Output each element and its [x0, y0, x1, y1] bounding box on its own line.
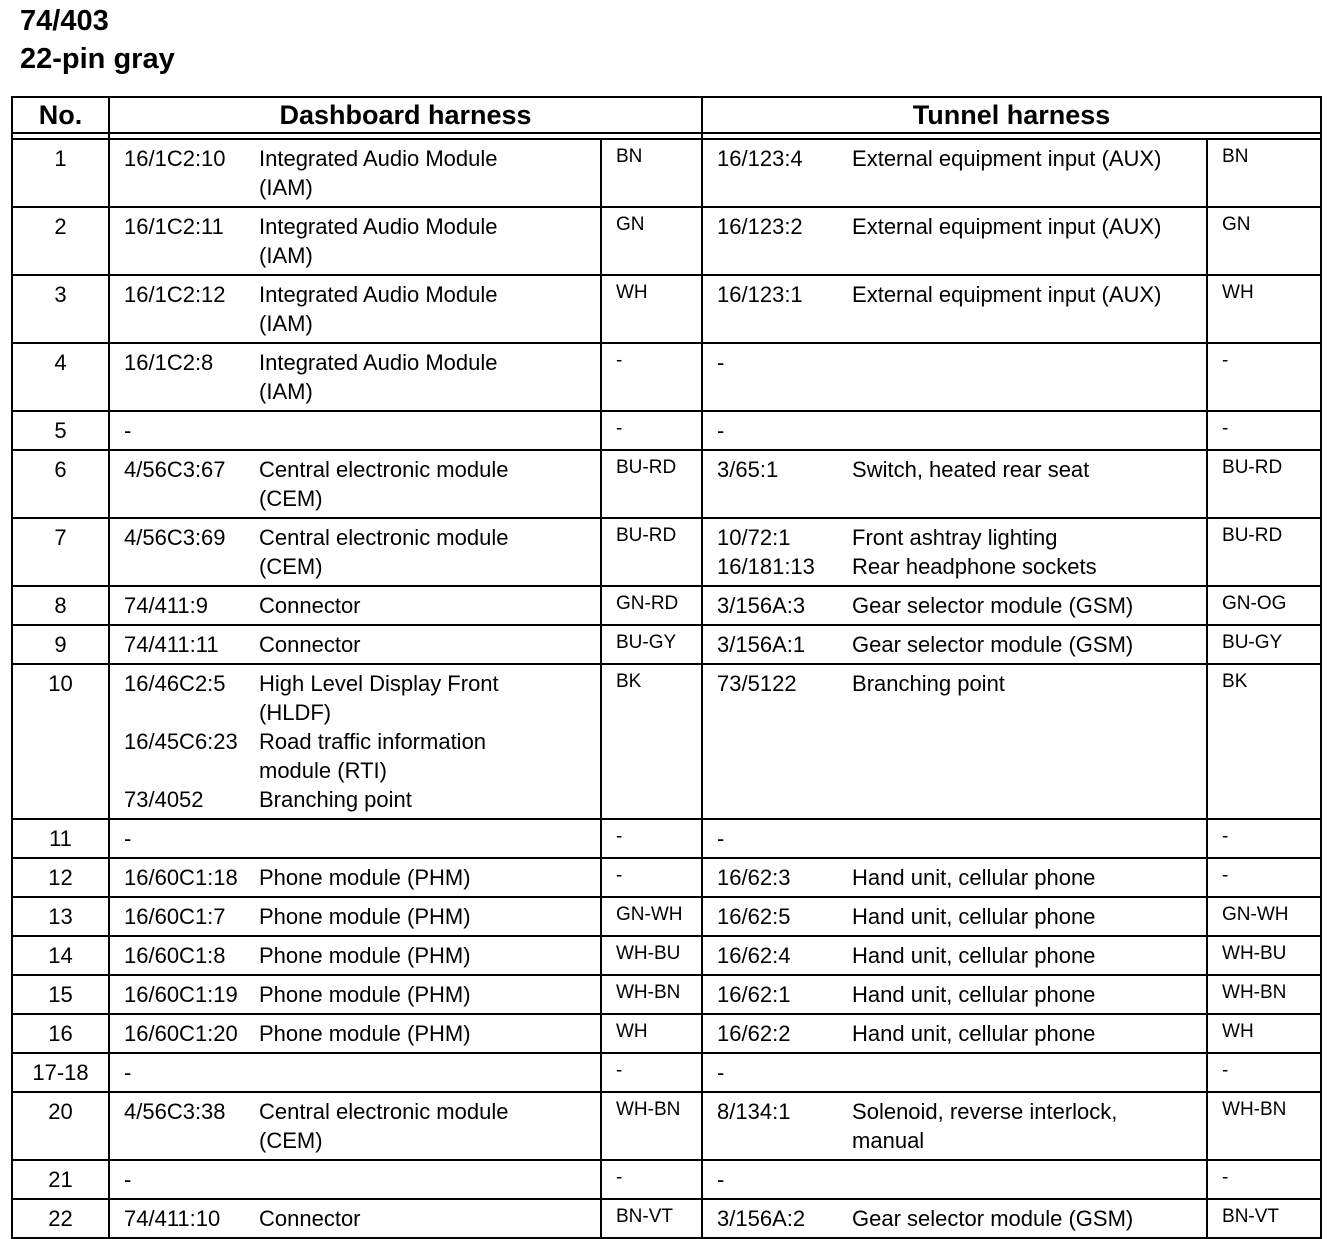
tunnel-description [852, 416, 1200, 445]
dashboard-code-cell [109, 1053, 259, 1092]
dashboard-description: Central electronic module [259, 525, 509, 550]
dashboard-description: (CEM) [259, 486, 323, 511]
dashboard-description [259, 1165, 594, 1194]
tunnel-code: 16/62:5 [717, 904, 791, 929]
document-title [20, 2, 175, 78]
dashboard-description: (CEM) [259, 1128, 323, 1153]
dashboard-description: Phone module (PHM) [259, 904, 471, 929]
pin-number: 13 [12, 897, 109, 936]
dashboard-description-cell [259, 936, 601, 975]
tunnel-description: Gear selector module (GSM) [852, 593, 1134, 618]
tunnel-wire-color: BK [1207, 664, 1321, 819]
tunnel-description: Rear headphone sockets [852, 554, 1097, 579]
tunnel-description: Hand unit, cellular phone [852, 904, 1096, 929]
table-row [12, 1053, 1321, 1092]
tunnel-code-cell [702, 975, 852, 1014]
tunnel-wire-color: GN [1207, 207, 1321, 275]
dashboard-wire-color: BU-RD [601, 450, 702, 518]
dashboard-code-cell [109, 275, 259, 343]
dashboard-description: Phone module (PHM) [259, 1021, 471, 1046]
dashboard-description-cell [259, 450, 601, 518]
dashboard-description: Branching point [259, 787, 412, 812]
dashboard-wire-color: BN [601, 139, 702, 207]
tunnel-description: Hand unit, cellular phone [852, 982, 1096, 1007]
tunnel-wire-color: - [1207, 343, 1321, 411]
tunnel-code: 3/65:1 [717, 457, 779, 482]
dashboard-description: Integrated Audio Module [259, 214, 498, 239]
tunnel-wire-color: WH [1207, 275, 1321, 343]
dashboard-code: 16/60C1:7 [124, 904, 226, 929]
dashboard-code: - [124, 1167, 132, 1192]
tunnel-code-cell [702, 1092, 852, 1160]
tunnel-description: Front ashtray lighting [852, 525, 1058, 550]
dashboard-description: (IAM) [259, 311, 313, 336]
pin-number: 17-18 [12, 1053, 109, 1092]
dashboard-code: 16/1C2:10 [124, 146, 226, 171]
pin-number: 14 [12, 936, 109, 975]
tunnel-description-cell [852, 518, 1207, 586]
pinout-table [11, 96, 1322, 1239]
tunnel-code: 16/123:2 [717, 214, 803, 239]
dashboard-wire-color: - [601, 411, 702, 450]
tunnel-code-cell [702, 207, 852, 275]
pin-number: 8 [12, 586, 109, 625]
tunnel-description-cell [852, 819, 1207, 858]
table-row [12, 275, 1321, 343]
table-row [12, 1160, 1321, 1199]
table-row [12, 139, 1321, 207]
dashboard-description-cell [259, 275, 601, 343]
tunnel-description: External equipment input (AUX) [852, 282, 1162, 307]
tunnel-description-cell [852, 1199, 1207, 1238]
header-no: No. [12, 97, 109, 133]
dashboard-description-cell [259, 664, 601, 819]
tunnel-description-cell [852, 343, 1207, 411]
pin-number: 2 [12, 207, 109, 275]
dashboard-description-cell [259, 207, 601, 275]
pin-number: 16 [12, 1014, 109, 1053]
dashboard-wire-color: BU-GY [601, 625, 702, 664]
dashboard-code-cell [109, 411, 259, 450]
dashboard-description: Integrated Audio Module [259, 282, 498, 307]
dashboard-description [259, 416, 594, 445]
dashboard-code: 74/411:11 [124, 632, 219, 657]
header-tunnel-harness: Tunnel harness [702, 97, 1321, 133]
tunnel-wire-color: BU-RD [1207, 518, 1321, 586]
dashboard-wire-color: WH-BN [601, 975, 702, 1014]
pin-number: 1 [12, 139, 109, 207]
dashboard-description: Connector [259, 1206, 361, 1231]
table-row [12, 518, 1321, 586]
table-row [12, 664, 1321, 819]
dashboard-code: - [124, 826, 132, 851]
table-row [12, 450, 1321, 518]
pin-number: 10 [12, 664, 109, 819]
dashboard-code: 4/56C3:69 [124, 525, 226, 550]
tunnel-code: 16/62:2 [717, 1021, 791, 1046]
tunnel-code-cell [702, 858, 852, 897]
tunnel-description-cell [852, 139, 1207, 207]
dashboard-wire-color: GN-WH [601, 897, 702, 936]
tunnel-code: - [717, 826, 725, 851]
tunnel-description-cell [852, 411, 1207, 450]
dashboard-wire-color: - [601, 1160, 702, 1199]
dashboard-wire-color: WH-BN [601, 1092, 702, 1160]
tunnel-description-cell [852, 975, 1207, 1014]
dashboard-wire-color: WH [601, 1014, 702, 1053]
dashboard-wire-color: - [601, 858, 702, 897]
tunnel-wire-color: GN-OG [1207, 586, 1321, 625]
table-row [12, 625, 1321, 664]
pin-number: 21 [12, 1160, 109, 1199]
dashboard-description: (IAM) [259, 243, 313, 268]
pin-number: 15 [12, 975, 109, 1014]
tunnel-description: External equipment input (AUX) [852, 214, 1162, 239]
tunnel-description: manual [852, 1128, 925, 1153]
tunnel-description [852, 348, 1200, 377]
dashboard-code-cell [109, 518, 259, 586]
tunnel-code: 8/134:1 [717, 1099, 791, 1124]
tunnel-description-cell [852, 207, 1207, 275]
dashboard-description: Connector [259, 593, 361, 618]
dashboard-description-cell [259, 975, 601, 1014]
tunnel-description-cell [852, 1014, 1207, 1053]
dashboard-code: 74/411:10 [124, 1206, 221, 1231]
tunnel-description-cell [852, 936, 1207, 975]
tunnel-code-cell [702, 518, 852, 586]
dashboard-code: 16/1C2:8 [124, 350, 214, 375]
tunnel-wire-color: BN [1207, 139, 1321, 207]
tunnel-code: 73/5122 [717, 671, 797, 696]
dashboard-code-cell [109, 858, 259, 897]
dashboard-description-cell [259, 586, 601, 625]
table-row [12, 343, 1321, 411]
tunnel-code-cell [702, 139, 852, 207]
dashboard-description: Phone module (PHM) [259, 943, 471, 968]
dashboard-code-cell [109, 975, 259, 1014]
tunnel-description-cell [852, 625, 1207, 664]
tunnel-code-cell [702, 1053, 852, 1092]
dashboard-description: (CEM) [259, 554, 323, 579]
connector-id: 74/403 [20, 5, 109, 37]
dashboard-code: 4/56C3:67 [124, 457, 226, 482]
tunnel-description: Hand unit, cellular phone [852, 865, 1096, 890]
tunnel-wire-color: WH-BU [1207, 936, 1321, 975]
tunnel-wire-color: GN-WH [1207, 897, 1321, 936]
table-row [12, 975, 1321, 1014]
dashboard-description-cell [259, 1053, 601, 1092]
tunnel-code: 10/72:1 [717, 525, 791, 550]
table-row [12, 1014, 1321, 1053]
tunnel-code: - [717, 350, 725, 375]
pin-number: 22 [12, 1199, 109, 1238]
dashboard-description-cell [259, 139, 601, 207]
dashboard-wire-color: GN-RD [601, 586, 702, 625]
dashboard-description-cell [259, 411, 601, 450]
tunnel-code: - [717, 418, 725, 443]
dashboard-code-cell [109, 450, 259, 518]
connector-type: 22-pin gray [20, 43, 175, 75]
dashboard-wire-color: BN-VT [601, 1199, 702, 1238]
dashboard-code: - [124, 1060, 132, 1085]
dashboard-description-cell [259, 343, 601, 411]
dashboard-description: Central electronic module [259, 1099, 509, 1124]
dashboard-description: Central electronic module [259, 457, 509, 482]
tunnel-description: Hand unit, cellular phone [852, 943, 1096, 968]
tunnel-wire-color: - [1207, 858, 1321, 897]
pin-number: 5 [12, 411, 109, 450]
tunnel-code-cell [702, 1160, 852, 1199]
tunnel-description [852, 1165, 1200, 1194]
tunnel-code: 16/62:1 [717, 982, 791, 1007]
dashboard-code-cell [109, 1199, 259, 1238]
tunnel-wire-color: WH [1207, 1014, 1321, 1053]
table-row [12, 207, 1321, 275]
dashboard-description: Integrated Audio Module [259, 350, 498, 375]
dashboard-code: 16/60C1:18 [124, 865, 238, 890]
tunnel-description: Solenoid, reverse interlock, [852, 1099, 1118, 1124]
dashboard-code-cell [109, 1014, 259, 1053]
tunnel-wire-color: - [1207, 411, 1321, 450]
pin-number: 12 [12, 858, 109, 897]
dashboard-description: (HLDF) [259, 700, 332, 725]
tunnel-description-cell [852, 858, 1207, 897]
dashboard-description-cell [259, 858, 601, 897]
dashboard-code: 74/411:9 [124, 593, 209, 618]
dashboard-description-cell [259, 1199, 601, 1238]
tunnel-wire-color: - [1207, 819, 1321, 858]
pin-number: 9 [12, 625, 109, 664]
tunnel-code-cell [702, 343, 852, 411]
tunnel-code-cell [702, 1199, 852, 1238]
dashboard-code-cell [109, 586, 259, 625]
table-row [12, 586, 1321, 625]
dashboard-wire-color: - [601, 819, 702, 858]
dashboard-code-cell [109, 897, 259, 936]
tunnel-description-cell [852, 1053, 1207, 1092]
tunnel-code-cell [702, 450, 852, 518]
dashboard-wire-color: BU-RD [601, 518, 702, 586]
tunnel-code: - [717, 1167, 725, 1192]
dashboard-code: 4/56C3:38 [124, 1099, 226, 1124]
pin-rows [12, 139, 1321, 1238]
tunnel-description-cell [852, 897, 1207, 936]
dashboard-description: module (RTI) [259, 758, 387, 783]
pin-number: 3 [12, 275, 109, 343]
dashboard-code-cell [109, 1160, 259, 1199]
dashboard-description: Phone module (PHM) [259, 865, 471, 890]
tunnel-description: External equipment input (AUX) [852, 146, 1162, 171]
dashboard-code: 16/45C6:23 [124, 729, 238, 754]
dashboard-description-cell [259, 1160, 601, 1199]
tunnel-wire-color: BN-VT [1207, 1199, 1321, 1238]
tunnel-code: 16/123:1 [717, 282, 803, 307]
table-row [12, 411, 1321, 450]
tunnel-description-cell [852, 586, 1207, 625]
pin-number: 7 [12, 518, 109, 586]
dashboard-wire-color: GN [601, 207, 702, 275]
tunnel-description-cell [852, 664, 1207, 819]
header-row [12, 97, 1321, 133]
tunnel-description-cell [852, 275, 1207, 343]
dashboard-code-cell [109, 1092, 259, 1160]
dashboard-description-cell [259, 819, 601, 858]
dashboard-code: 16/60C1:19 [124, 982, 238, 1007]
dashboard-wire-color: - [601, 1053, 702, 1092]
dashboard-description-cell [259, 897, 601, 936]
tunnel-description: Hand unit, cellular phone [852, 1021, 1096, 1046]
pin-number: 11 [12, 819, 109, 858]
tunnel-description [852, 824, 1200, 853]
dashboard-description: Connector [259, 632, 361, 657]
tunnel-description [852, 1058, 1200, 1087]
pin-number: 4 [12, 343, 109, 411]
dashboard-code-cell [109, 207, 259, 275]
tunnel-wire-color: WH-BN [1207, 975, 1321, 1014]
tunnel-code-cell [702, 1014, 852, 1053]
dashboard-code: 16/60C1:8 [124, 943, 226, 968]
table-row [12, 897, 1321, 936]
tunnel-code-cell [702, 819, 852, 858]
tunnel-description: Gear selector module (GSM) [852, 1206, 1134, 1231]
tunnel-code-cell [702, 275, 852, 343]
table-row [12, 1092, 1321, 1160]
table-row [12, 858, 1321, 897]
dashboard-wire-color: BK [601, 664, 702, 819]
dashboard-code-cell [109, 625, 259, 664]
tunnel-code-cell [702, 411, 852, 450]
dashboard-description: (IAM) [259, 379, 313, 404]
tunnel-wire-color: BU-RD [1207, 450, 1321, 518]
tunnel-description: Switch, heated rear seat [852, 457, 1090, 482]
tunnel-description: Gear selector module (GSM) [852, 632, 1134, 657]
tunnel-wire-color: - [1207, 1160, 1321, 1199]
dashboard-description: Road traffic information [259, 729, 487, 754]
tunnel-wire-color: - [1207, 1053, 1321, 1092]
dashboard-description [259, 1058, 594, 1087]
pin-number: 6 [12, 450, 109, 518]
dashboard-wire-color: WH-BU [601, 936, 702, 975]
tunnel-code: 3/156A:2 [717, 1206, 806, 1231]
dashboard-description-cell [259, 1014, 601, 1053]
dashboard-code-cell [109, 343, 259, 411]
dashboard-description: Phone module (PHM) [259, 982, 471, 1007]
dashboard-code-cell [109, 819, 259, 858]
tunnel-description-cell [852, 1092, 1207, 1160]
dashboard-description-cell [259, 625, 601, 664]
dashboard-code-cell [109, 139, 259, 207]
tunnel-description-cell [852, 450, 1207, 518]
tunnel-code-cell [702, 586, 852, 625]
dashboard-code-cell [109, 936, 259, 975]
dashboard-description [259, 824, 594, 853]
tunnel-code: 16/181:13 [717, 554, 815, 579]
tunnel-code: 16/123:4 [717, 146, 803, 171]
tunnel-wire-color: BU-GY [1207, 625, 1321, 664]
tunnel-code-cell [702, 625, 852, 664]
dashboard-wire-color: WH [601, 275, 702, 343]
tunnel-wire-color: WH-BN [1207, 1092, 1321, 1160]
tunnel-code-cell [702, 897, 852, 936]
dashboard-code: 73/4052 [124, 787, 204, 812]
table-row [12, 819, 1321, 858]
dashboard-description: Integrated Audio Module [259, 146, 498, 171]
dashboard-wire-color: - [601, 343, 702, 411]
tunnel-code-cell [702, 936, 852, 975]
dashboard-description: High Level Display Front [259, 671, 499, 696]
tunnel-code-cell [702, 664, 852, 819]
tunnel-code: 16/62:3 [717, 865, 791, 890]
table-row [12, 1199, 1321, 1238]
dashboard-description-cell [259, 518, 601, 586]
tunnel-code: 3/156A:1 [717, 632, 806, 657]
dashboard-code: - [124, 418, 132, 443]
tunnel-code: 3/156A:3 [717, 593, 806, 618]
header-dashboard-harness: Dashboard harness [109, 97, 702, 133]
dashboard-code: 16/46C2:5 [124, 671, 226, 696]
dashboard-description: (IAM) [259, 175, 313, 200]
tunnel-description: Branching point [852, 671, 1005, 696]
dashboard-code: 16/1C2:11 [124, 214, 224, 239]
pin-number: 20 [12, 1092, 109, 1160]
tunnel-code: 16/62:4 [717, 943, 791, 968]
tunnel-code: - [717, 1060, 725, 1085]
dashboard-code: 16/1C2:12 [124, 282, 226, 307]
dashboard-code: 16/60C1:20 [124, 1021, 238, 1046]
tunnel-description-cell [852, 1160, 1207, 1199]
dashboard-description-cell [259, 1092, 601, 1160]
table-row [12, 936, 1321, 975]
dashboard-code-cell [109, 664, 259, 819]
